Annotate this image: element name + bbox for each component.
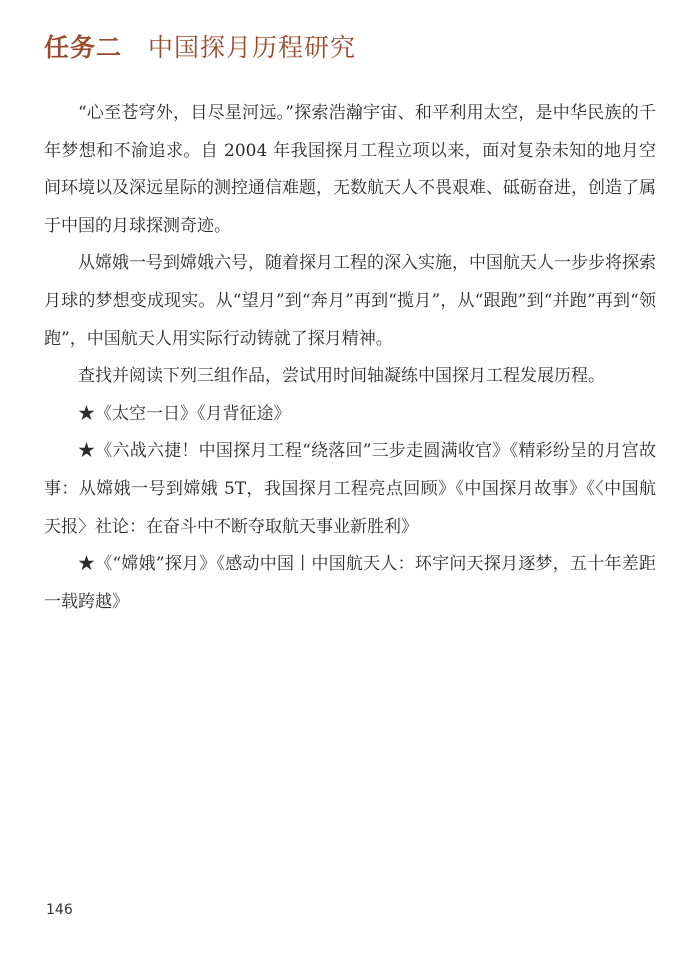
reading-group-1: ★《太空一日》《月背征途》 — [78, 403, 291, 424]
page-number: 146 — [46, 902, 73, 918]
chang-e-paragraph: 从嫦娥一号到嫦娥六号，随着探月工程的深入实施，中国航天人一步步将探索月球的梦想变成现实。从“望月”到“奔月”再到“揽月”，从“跟跑”到“并跑”再到“领跑”，中国航天人用实际行动铸就了探月精神。 — [44, 253, 656, 349]
task-label: 任务二 — [44, 33, 123, 62]
task-instruction-paragraph: 查找并阅读下列三组作品，尝试用时间轴凝练中国探月工程发展历程。 — [78, 366, 605, 387]
reading-group-2: ★《六战六捷！中国探月工程“绕落回”三步走圆满收官》《精彩纷呈的月宫故事：从嫦娥一号到嫦娥 5T，我国探月工程亮点回顾》《中国探月故事》《〈中国航天报〉社论：在奋斗中不断夺取航天事业新胜利》 — [44, 441, 656, 537]
section-title: 中国探月历程研究 — [148, 33, 357, 62]
reading-group-3: ★《“嫦娥”探月》《感动中国丨中国航天人：环宇问天探月逐梦，五十年差距一载跨越》 — [44, 554, 656, 612]
intro-paragraph: “心至苍穹外，目尽星河远。”探索浩瀚宇宙、和平利用太空，是中华民族的千年梦想和不渝追求。自 2004 年我国探月工程立项以来，面对复杂未知的地月空间环境以及深远星际的测控通信难题，无数航天人不畏艰难、砥砺奋进，创造了属于中国的月球探测奇迹。 — [44, 103, 656, 236]
section-heading — [44, 28, 356, 64]
body-text — [44, 95, 656, 621]
